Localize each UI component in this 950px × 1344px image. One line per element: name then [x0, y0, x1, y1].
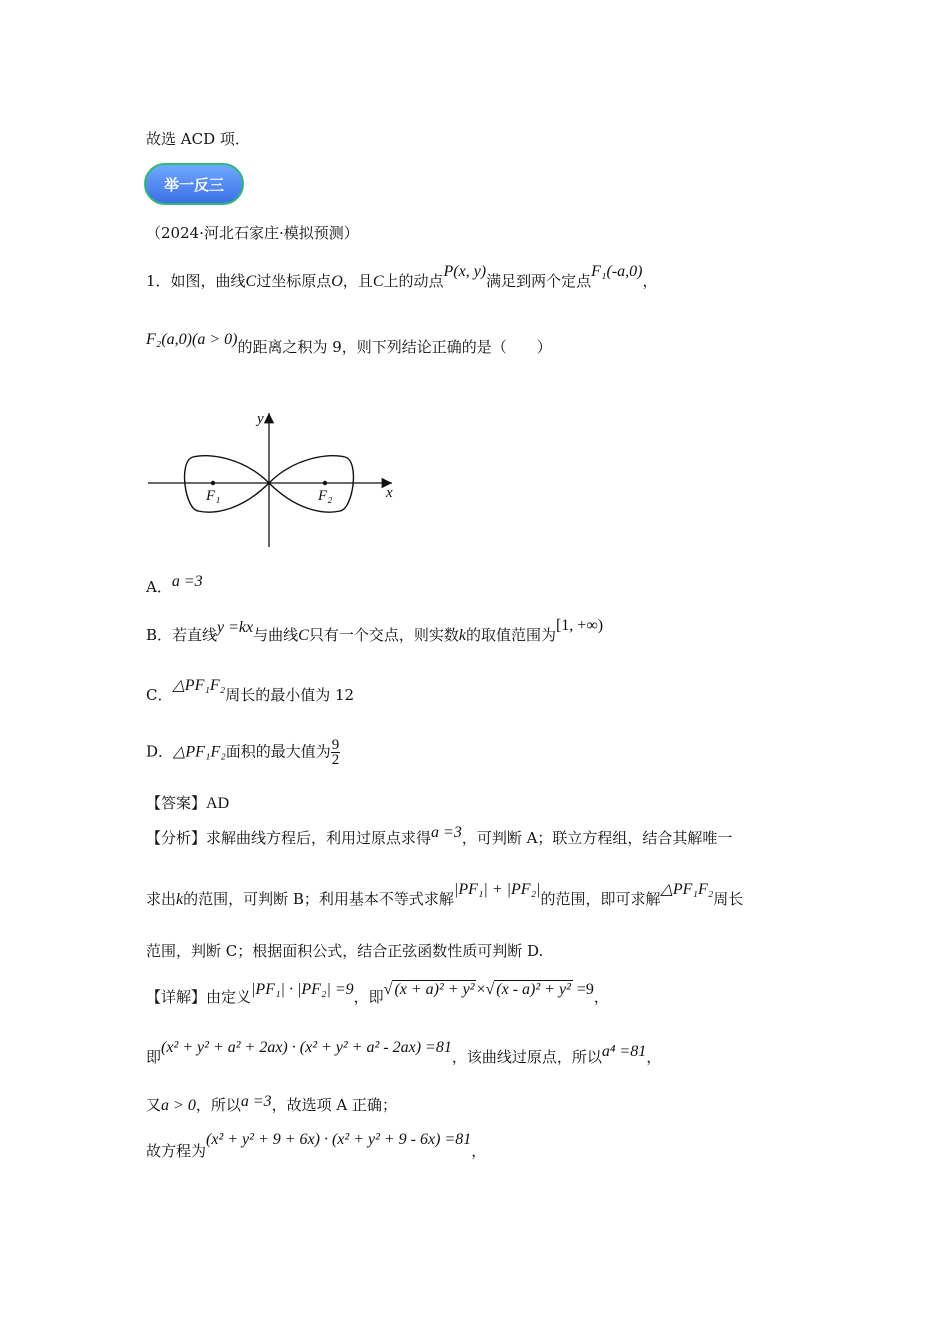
y-axis-label: y: [257, 411, 264, 427]
option-b-curve: C: [298, 627, 309, 644]
detail-text-10: ，: [471, 1142, 487, 1160]
detail-expr-2: (x² + y² + a² + 2ax) · (x² + y² + a² - 2ax) =81: [161, 1039, 452, 1056]
detail-expr-1b: =9: [572, 981, 594, 998]
detail-line-2: [146, 1039, 662, 1067]
detail-expr-1: |PF₁| · |PF₂| =9: [251, 981, 354, 998]
analysis-label: 【分析】: [146, 829, 207, 847]
detail-sqrt-1: (x + a)² + y²: [394, 981, 475, 998]
detail-text-2: ，即: [353, 988, 384, 1006]
q1-text-2: ，且: [342, 272, 373, 290]
detail-sqrt-2: (x - a)² + y²: [496, 981, 571, 998]
x-axis-label: x: [386, 485, 393, 501]
detail-text-6: 又: [146, 1096, 162, 1114]
analysis-line-1: [146, 824, 733, 848]
q1-focus-f1: F₁(-a,0): [591, 263, 643, 280]
detail-line-1: 【详解】由定义|PF₁| · |PF₂| =9，即√ (x + a)² + y² ×√ (x - a)² + y² =9，: [146, 981, 609, 1006]
answer-value: AD: [206, 795, 230, 812]
detail-text-5: ，: [646, 1048, 662, 1066]
option-d-numerator: 9: [331, 737, 340, 753]
detail-text-7: ，所以: [195, 1096, 241, 1114]
detail-text-3: 即: [146, 1048, 162, 1066]
option-a-expr: a =3: [171, 573, 203, 590]
analysis-text-3: 求出: [146, 890, 177, 908]
q1-prefix: 1．如图，曲线: [146, 272, 246, 290]
analysis-expr-1: a =3: [431, 824, 462, 841]
detail-text-9: 故方程为: [146, 1142, 207, 1160]
option-d-text: 面积的最大值为: [225, 742, 331, 761]
q1-curve-c-2: C: [372, 273, 384, 290]
detail-expr-5: a =3: [240, 1093, 272, 1110]
source-line: （2024·河北石家庄·模拟预测）: [146, 224, 359, 242]
detail-line-3: [146, 1094, 397, 1115]
lemniscate-figure: [140, 405, 410, 555]
conclusion-line: 故选 ACD 项．: [146, 130, 250, 148]
analysis-k: k: [176, 891, 184, 908]
option-c: [146, 677, 355, 705]
option-b-text-2: 只有一个交点，则实数: [308, 626, 459, 644]
detail-text-8: ，故选项 A 正确；: [271, 1096, 397, 1114]
option-c-expr: △PF₁F₂: [172, 677, 226, 694]
focus-f2-label: F₂: [318, 488, 333, 504]
detail-times: ×: [476, 981, 486, 998]
analysis-line-3: 范围，判断 C；根据面积公式，结合正弦函数性质可判断 D.: [146, 942, 544, 960]
focus-f2-dot: [323, 481, 327, 485]
option-a: [146, 573, 203, 597]
option-c-label: C．: [146, 686, 173, 704]
option-b-text-3: 的取值范围为: [465, 626, 556, 644]
option-b-expr: y =kx: [217, 619, 254, 636]
question-1-line-2: [146, 331, 552, 357]
detail-expr-6: (x² + y² + 9 + 6x) · (x² + y² + 9 - 6x) =81: [206, 1131, 472, 1148]
option-a-label: A．: [146, 578, 172, 596]
analysis-expr-3: △PF₁F₂: [660, 881, 714, 898]
option-b-range: [1, +∞): [555, 617, 604, 634]
analysis-expr-2: |PF₁| + |PF₂|: [453, 881, 541, 898]
question-1-line-1: [146, 263, 658, 291]
option-d-fraction: [331, 738, 341, 767]
q1-comma: ，: [642, 272, 658, 290]
detail-expr-3: a⁴ =81: [601, 1043, 647, 1060]
analysis-text-4: 的范围，可判断 B；利用基本不等式求解: [183, 890, 454, 908]
q1-text-1: 过坐标原点: [256, 272, 332, 290]
detail-line-4: [146, 1131, 487, 1161]
option-c-text: 周长的最小值为 12: [225, 686, 355, 704]
q1-text-3: 上的动点: [383, 272, 444, 290]
q1-point-p: P(x, y): [443, 263, 487, 280]
detail-expr-4: a > 0: [161, 1097, 196, 1114]
option-d: [146, 738, 340, 767]
detail-comma-1: ，: [593, 988, 609, 1006]
detail-text-4: ，该曲线过原点，所以: [451, 1048, 602, 1066]
option-b-text-1: 与曲线: [253, 626, 299, 644]
q1-text-4: 满足到两个定点: [486, 272, 592, 290]
option-b-k: k: [458, 627, 466, 644]
analysis-text-1: 求解曲线方程后，利用过原点求得: [206, 829, 432, 847]
detail-text-1: 由定义: [206, 988, 252, 1006]
q1-focus-f2: F₂(a,0)(a > 0): [146, 331, 238, 348]
analysis-text-6: 周长: [713, 890, 744, 908]
option-b-label: B．若直线: [146, 626, 218, 644]
option-d-denominator: 2: [331, 752, 340, 768]
answer-line: [146, 792, 229, 813]
q1-origin: O: [331, 273, 343, 290]
focus-f1-label: F₁: [206, 488, 221, 504]
focus-f1-dot: [211, 481, 215, 485]
q1-text-5: 的距离之积为 9，则下列结论正确的是（ ）: [237, 338, 552, 356]
option-d-expr: △PF₁F₂: [173, 743, 226, 761]
analysis-text-2: ，可判断 A；联立方程组，结合其解唯一: [461, 829, 733, 847]
analysis-text-5: 的范围，即可求解: [540, 890, 661, 908]
q1-curve-c: C: [245, 273, 257, 290]
option-b: [146, 617, 604, 645]
section-badge: 举一反三: [144, 163, 244, 205]
option-d-label: D．: [146, 742, 174, 761]
analysis-line-2: [146, 881, 744, 909]
answer-label: 【答案】: [146, 794, 207, 812]
detail-label: 【详解】: [146, 988, 207, 1006]
